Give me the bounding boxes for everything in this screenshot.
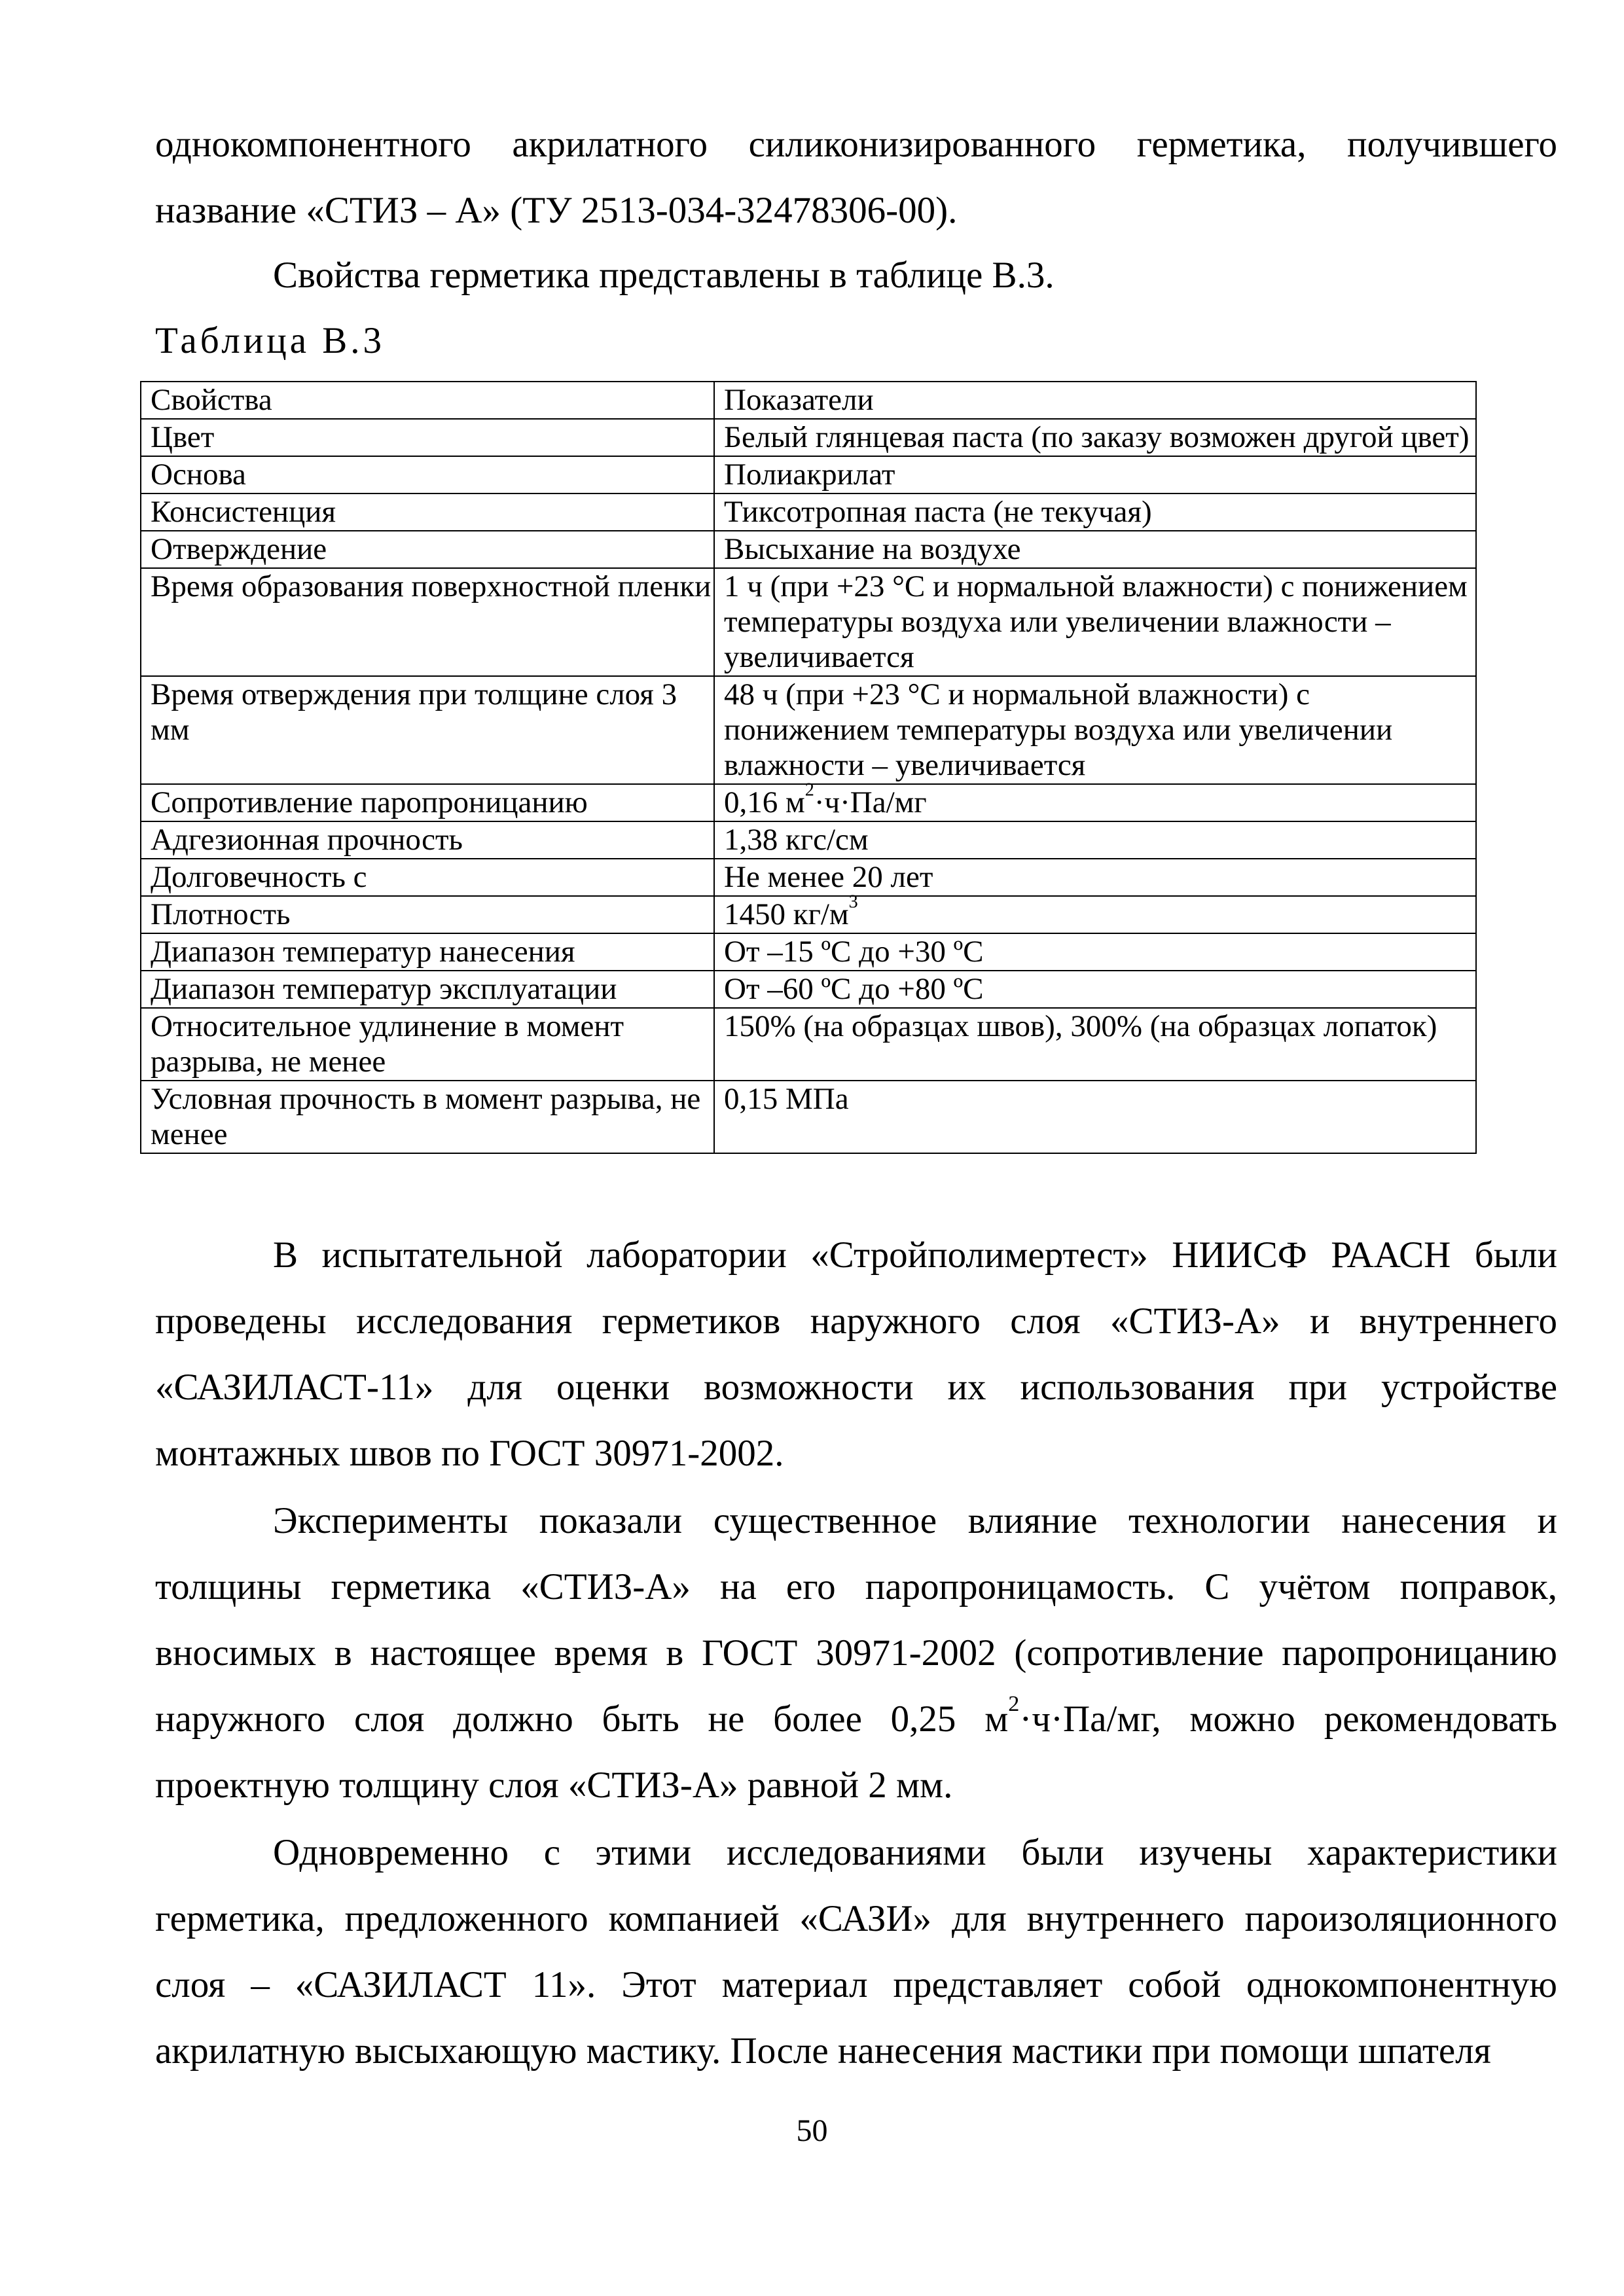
value-cell [714,780,1476,821]
page-number: 50 [796,2113,828,2148]
table-header-row [141,382,1476,419]
property-cell: Диапазон температур эксплуатации [141,971,714,1008]
property-cell: Консистенция [141,493,714,531]
table-row [141,933,1476,971]
table-row [141,568,1476,676]
table-row [141,531,1476,568]
value-cell: 150% (на образцах швов), 300% (на образцах лопаток) [714,1008,1476,1081]
property-cell: Отверждение [141,531,714,568]
table-row [141,676,1476,784]
table-caption: Таблица В.3 [155,320,386,361]
value-cell: 0,15 МПа [714,1081,1476,1153]
p2-text: Эксперименты показали существенное влияние технологии нанесения и толщины герметика «СТИЗ-А» на его паропроницамость. С учётом поправок, вносимых в настоящее время в ГОСТ 30971-2002 (сопротивление паропроницанию наружного слоя должно быть не более 0,25 м [155,1500,1557,1740]
value-text: 0,16 м [724,785,805,819]
table-row [141,896,1476,933]
paragraph-sazilast: Одновременно с этими исследованиями были изучены характеристики герметика, предложенного компанией «САЗИ» для внутреннего пароизоляционного слоя – «САЗИЛАСТ 11». Этот материал представляет собой однокомпонентную акрилатную высыхающую мастику. После нанесения мастики при помощи шпателя [155,1832,1557,2072]
table-row [141,1081,1476,1153]
property-cell: Время образования поверхностной пленки [141,568,714,676]
value-cell: Белый глянцевая паста (по заказу возможен другой цвет) [714,419,1476,456]
value-cell: Тиксотропная паста (не текучая) [714,493,1476,531]
property-cell: Цвет [141,419,714,456]
value-cell: 1 ч (при +23 °С и нормальной влажности) с понижением температуры воздуха или увеличении влажности – увеличивается [714,568,1476,676]
value-cell: Полиакрилат [714,456,1476,493]
property-cell: Сопротивление паропроницанию [141,784,714,821]
table-row [141,1008,1476,1081]
property-cell: Долговечность с [141,859,714,896]
value-cell: От –60 ºС до +80 ºС [714,971,1476,1008]
p2-superscript: 2 [1008,1692,1020,1717]
property-cell: Относительное удлинение в момент разрыва, не менее [141,1008,714,1081]
property-cell: Плотность [141,896,714,933]
superscript: 3 [848,891,858,912]
table-row [141,784,1476,821]
superscript: 2 [804,780,814,800]
property-cell: Время отверждения при толщине слоя 3 мм [141,676,714,784]
property-cell: Условная прочность в момент разрыва, не менее [141,1081,714,1153]
value-text: ·ч·Па/мг [814,785,927,819]
value-text: 1450 кг/м [724,897,849,931]
property-cell: Адгезионная прочность [141,821,714,859]
table-row [141,493,1476,531]
value-cell [714,891,1476,933]
table-row [141,456,1476,493]
table-row [141,971,1476,1008]
value-cell: Не менее 20 лет [714,859,1476,896]
value-cell: Высыхание на воздухе [714,531,1476,568]
table-row [141,859,1476,896]
properties-table [140,381,1477,1154]
value-cell: 48 ч (при +23 °С и нормальной влажности) с понижением температуры воздуха или увеличении влажности – увеличивается [714,676,1476,784]
header-properties: Свойства [141,382,714,419]
intro-paragraph: однокомпонентного акрилатного силиконизированного герметика, получившего название «СТИЗ – А» (ТУ 2513-034-32478306-00). [155,124,1557,231]
property-cell: Основа [141,456,714,493]
table-intro: Свойства герметика представлены в таблице В.3. [273,255,1055,296]
header-values: Показатели [714,382,1476,419]
table-row [141,821,1476,859]
value-cell: От –15 ºС до +30 ºС [714,933,1476,971]
value-cell: 1,38 кгс/см [714,821,1476,859]
property-cell: Диапазон температур нанесения [141,933,714,971]
p2-text-end: ·ч·Па/мг, можно рекомендовать проектную толщину слоя «СТИЗ-А» равной 2 мм. [155,1698,1557,1806]
paragraph-experiments [155,1488,1557,1818]
table-row [141,419,1476,456]
paragraph-lab-research: В испытательной лаборатории «Стройполимертест» НИИСФ РААСН были проведены исследования герметиков наружного слоя «СТИЗ-А» и внутреннего «САЗИЛАСТ-11» для оценки возможности их использования при устройстве монтажных швов по ГОСТ 30971-2002. [155,1234,1557,1474]
